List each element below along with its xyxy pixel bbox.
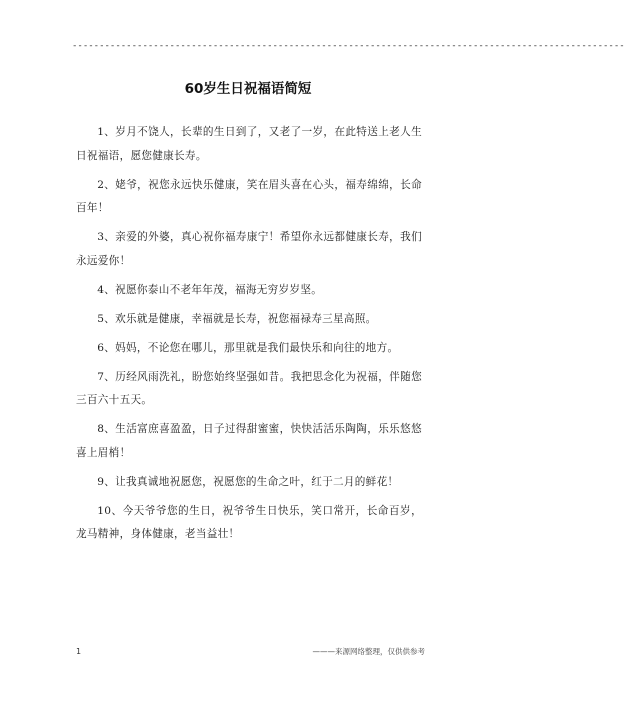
footer-source-note: ———来源网络整理，仅供供参考 [312, 647, 425, 656]
document-body [76, 121, 422, 552]
paragraph-4: 4、祝愿你泰山不老年年茂，福海无穷岁岁坚。 [97, 283, 323, 296]
paragraph-5: 5、欢乐就是健康，幸福就是长寿，祝您福禄寿三星高照。 [97, 312, 377, 325]
paragraph-6: 6、妈妈，不论您在哪儿，那里就是我们最快乐和向往的地方。 [97, 341, 399, 354]
document-title: 60岁生日祝福语简短 [184, 81, 312, 97]
paragraph-3: 3、亲爱的外婆，真心祝你福寿康宁！希望你永远都健康长寿，我们永远爱你！ [76, 231, 422, 267]
page-number: 1 [76, 647, 82, 656]
paragraph-1: 1、岁月不饶人，长辈的生日到了，又老了一岁，在此特送上老人生日祝福语，愿您健康长寿。 [76, 126, 422, 162]
paragraph-8: 8、生活富庶喜盈盈，日子过得甜蜜蜜，快快活活乐陶陶，乐乐悠悠喜上眉梢！ [76, 423, 422, 459]
paragraph-2: 2、姥爷，祝您永远快乐健康，笑在眉头喜在心头，福寿绵绵，长命百年！ [76, 178, 422, 215]
paragraph-10: 10、今天爷爷您的生日，祝爷爷生日快乐，笑口常开，长命百岁，龙马精神，身体健康，老当益壮！ [76, 504, 422, 541]
paragraph-9: 9、让我真诚地祝愿您，祝愿您的生命之叶，红于二月的鲜花！ [97, 475, 399, 488]
paragraph-7: 7、历经风雨洗礼，盼您始终坚强如昔。我把思念化为祝福，伴随您三百六十五天。 [76, 370, 422, 407]
header-dashed-rule: ------------------------------------------------------------------------------------------------------ [72, 41, 625, 51]
